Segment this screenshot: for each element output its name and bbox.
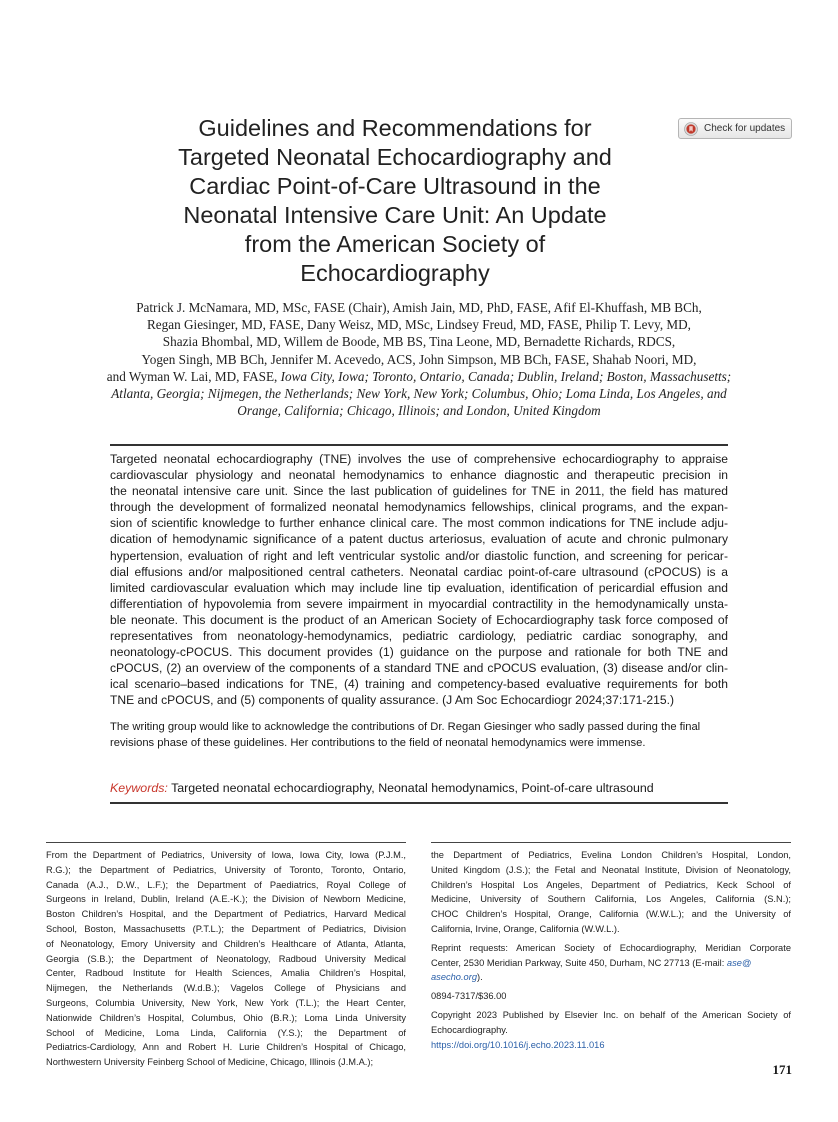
- footnote-line: Nijmegen, the Netherlands (W.d.B.); Vagelos College of Physicians and: [46, 983, 406, 994]
- author-line: Shazia Bhombal, MD, Willem de Boode, MB BS, Tina Leone, MD, Bernadette Richards, RDCS,: [162, 334, 676, 350]
- location-italic: Orange, California; Chicago, Illinois; and London, United Kingdom: [237, 403, 601, 419]
- footnote-line: Pediatrics-Cardiology, Ann and Robert H. Lurie Children’s Hospital of Chicago,: [46, 1042, 406, 1053]
- check-for-updates-icon: [684, 122, 698, 136]
- abstract-line: ble neonate. This document is the product of an American Society of Echocardiography task force composed of: [110, 612, 728, 627]
- email-link[interactable]: ase@: [726, 957, 752, 968]
- reprint-requests: [431, 941, 791, 985]
- location-line: [100, 402, 738, 419]
- footnote-rule-right: [431, 842, 791, 843]
- abstract-line: limited cardiovascular evaluation which may include line tip evaluation, identification of pericardial effusion and: [110, 580, 728, 595]
- check-for-updates-label: Check for updates: [704, 123, 786, 134]
- footnote-line: CHOC Children’s Hospital, Orange, California (W.W.L.); and the University of: [431, 909, 791, 920]
- footnote-line: R.G.); the Department of Pediatrics, University of Toronto, Toronto, Ontario,: [46, 864, 406, 875]
- keywords-label: Keywords:: [110, 781, 168, 795]
- footnote-line: Georgia (S.B.); the Department of Neonatology, Radboud University Medical: [46, 953, 406, 964]
- copyright-line: Copyright 2023 Published by Elsevier Inc. on behalf of the American Society of: [431, 1009, 791, 1020]
- footnote-line: the Department of Pediatrics, Evelina London Children’s Hospital, London,: [431, 850, 791, 860]
- abstract-top-rule: [110, 444, 728, 446]
- author-line: [100, 368, 738, 385]
- author-line: Regan Giesinger, MD, FASE, Dany Weisz, MD, MSc, Lindsey Freud, MD, FASE, Philip T. Levy, MD,: [147, 317, 691, 333]
- footnote-line: Boston Children’s Hospital, and the Department of Pediatrics, Harvard Medical: [46, 909, 406, 920]
- footnote-line: California, Irvine, Orange, California (W.W.L.).: [431, 923, 620, 934]
- footnote-line: School of Medicine, Loma Linda, California (Y.S.); the Department of: [46, 1027, 406, 1038]
- abstract-line: sion of scientific knowledge to further enhance clinical care. The most common indications for TNE include adju-: [110, 516, 728, 531]
- abstract-line: dial effusions and/or malpositioned central catheters. Neonatal cardiac point-of-care ultrasound (cPOCUS) is a: [110, 564, 728, 579]
- author-line: Patrick J. McNamara, MD, MSc, FASE (Chair), Amish Jain, MD, PhD, FASE, Afif El-Khuffash, MB BCh,: [136, 300, 702, 315]
- location-line: [100, 385, 738, 402]
- footnote-line: Children’s Hospital Los Angeles, Department of Pediatrics, Keck School of: [431, 879, 791, 890]
- footnote-line: Center, Radboud Institute for Health Sciences, Amalia Children’s Hospital,: [46, 968, 406, 979]
- abstract-line: neonatology-cPOCUS. This document provides (1) guidance on the purpose and rationale for both TNE and: [110, 645, 728, 660]
- abstract-line: ical scenario–based indications for TNE, (4) training and competency-based evaluative requirements for both: [110, 677, 728, 692]
- keywords: [110, 780, 728, 796]
- abstract-line: TNE and cPOCUS, and (5) components of quality assurance. (J Am Soc Echocardiogr 2024;37:171-215.): [110, 693, 674, 708]
- footnote-line: Nationwide Children’s Hospital, Columbus, Ohio (B.R.); Loma Linda University: [46, 1012, 406, 1023]
- reprint-line: Reprint requests: American Society of Echocardiography, Meridian Corporate: [431, 942, 791, 953]
- footnote-line: United Kingdom (J.S.); the Fetal and Neonatal Institute, Division of Neonatology,: [431, 864, 791, 875]
- abstract-line: cPOCUS, (2) an overview of the components of a standard TNE and cPOCUS evaluation, (3) disease and/or clin-: [110, 661, 728, 676]
- article-title: [140, 114, 650, 288]
- footnote-line: Northwestern University Feinberg School of Medicine, Chicago, Illinois (J.M.A.);: [46, 1057, 374, 1068]
- footnote-line: Surgeons, Columbia University, New York, New York (T.L.); the Heart Center,: [46, 997, 406, 1008]
- abstract-line: through the development of formalized neonatal hemodynamics fellowships, clinical programs, and the expan-: [110, 500, 728, 515]
- reprint-line: [431, 956, 791, 971]
- location-italic: Atlanta, Georgia; Nijmegen, the Netherlands; New York, New York; Columbus, Ohio; Loma Linda, Los Angeles, and: [111, 386, 727, 402]
- footnote-line: Canada (A.J., D.W., L.F.); the Department of Paediatrics, Royal College of: [46, 879, 406, 890]
- footnote-line: of Neonatology, Emory University and Children’s Healthcare of Atlanta, Atlanta,: [46, 938, 406, 949]
- abstract-line: dication of hemodynamic significance of a patent ductus arteriosus, evaluation of acute and chronic pulmonary: [110, 532, 728, 547]
- copyright: [431, 1008, 791, 1052]
- keywords-text: Targeted neonatal echocardiography, Neonatal hemodynamics, Point-of-care ultrasound: [171, 781, 654, 795]
- acknowledgement-line: revisions phase of these guidelines. Her contributions to the field of neonatal hemodynamics were immense.: [110, 736, 646, 749]
- abstract-line: Targeted neonatal echocardiography (TNE) involves the use of comprehensive echocardiography to appraise: [110, 452, 728, 466]
- title-line: Neonatal Intensive Care Unit: An Update: [183, 202, 607, 228]
- abstract-line: cardiovascular physiology and neonatal hemodynamics to enhance diagnostic and therapeutic precision in: [110, 468, 728, 483]
- abstract-line: hypertension, evaluation of right and left ventricular systolic and/or diastolic function, and screening for pericar-: [110, 548, 728, 563]
- issn: [431, 989, 791, 1004]
- title-line: Targeted Neonatal Echocardiography and: [178, 144, 612, 170]
- abstract-line: differentiation of hypovolemia from severe impairment in myocardial contractility in the hemodynamically unsta-: [110, 596, 728, 611]
- abstract-line: the neonatal intensive care unit. Since the last publication of guidelines for TNE in 2011, the field has matured: [110, 484, 728, 499]
- affiliations-footnote-left: [46, 848, 406, 1070]
- author-line: Yogen Singh, MB BCh, Jennifer M. Acevedo, ACS, John Simpson, MB BCh, FASE, Shahab Noori, MD,: [141, 351, 697, 367]
- issn-text: 0894-7317/$36.00: [431, 991, 507, 1002]
- abstract-bottom-rule: [110, 802, 728, 804]
- title-line: Guidelines and Recommendations for: [198, 115, 592, 141]
- reprint-tail: ).: [477, 972, 483, 983]
- acknowledgement: [110, 720, 728, 751]
- author-location-italic: Iowa City, Iowa; Toronto, Ontario, Canada; Dublin, Ireland; Boston, Massachusetts;: [280, 368, 732, 384]
- reprint-address: Center, 2530 Meridian Parkway, Suite 450, Durham, NC 27713 (E-mail:: [431, 957, 727, 968]
- author-line-plain: and Wyman W. Lai, MD, FASE,: [106, 368, 281, 384]
- footnote-line: From the Department of Pediatrics, University of Iowa, Iowa City, Iowa (P.J.M.,: [46, 850, 406, 860]
- title-line: from the American Society of: [244, 231, 546, 257]
- footnote-line: Medicine, University of Southern California, Los Angeles, California (S.N.);: [431, 894, 791, 905]
- email-link-continued[interactable]: asecho.org: [431, 972, 477, 983]
- reprint-line: [431, 970, 791, 985]
- title-line: Echocardiography: [300, 260, 490, 286]
- abstract-line: representatives from neonatology-hemodynamics, pediatric cardiology, pediatric cardiac sonography, and: [110, 629, 728, 644]
- acknowledgement-line: The writing group would like to acknowledge the contributions of Dr. Regan Giesinger who sadly passed during the final: [110, 721, 701, 733]
- page-number: 171: [772, 1062, 792, 1077]
- affiliations-footnote-right: [431, 848, 791, 1052]
- copyright-line: Echocardiography.: [431, 1024, 508, 1035]
- author-list: [100, 299, 738, 419]
- check-for-updates-button[interactable]: [678, 118, 792, 139]
- doi-link[interactable]: https://doi.org/10.1016/j.echo.2023.11.016: [431, 1039, 605, 1050]
- abstract: [110, 451, 728, 709]
- footnote-line: School, Boston, Massachusetts (P.T.L.); the Department of Pediatrics, Division: [46, 923, 406, 934]
- footnote-line: Surgeons in Ireland, Dublin, Ireland (A.E.-K.); the Division of Newborn Medicine,: [46, 894, 406, 905]
- footnote-rule-left: [46, 842, 406, 843]
- title-line: Cardiac Point-of-Care Ultrasound in the: [189, 173, 601, 199]
